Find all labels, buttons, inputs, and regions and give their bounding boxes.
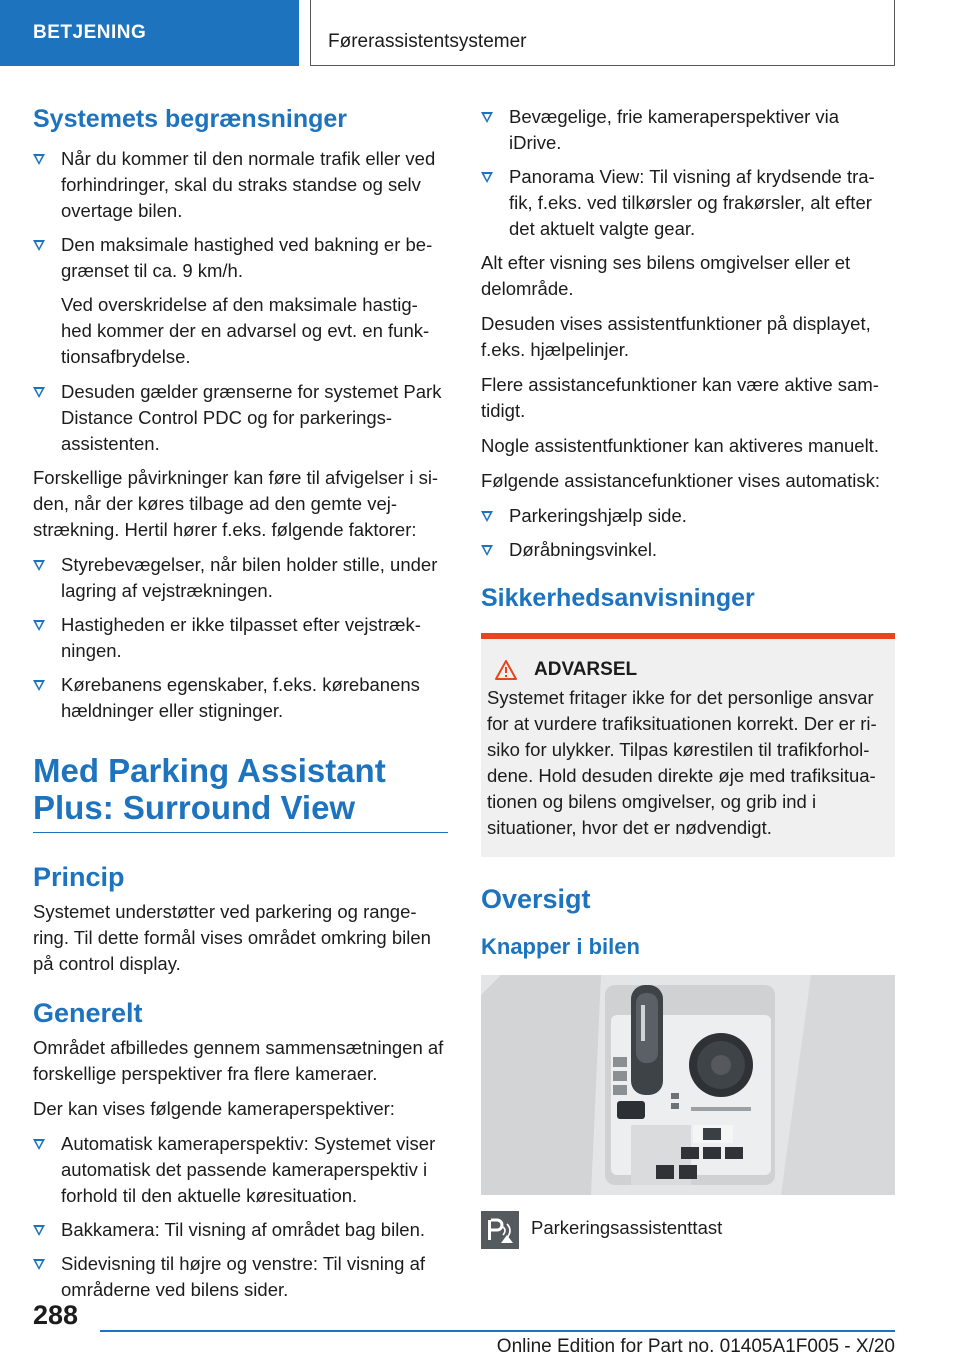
right-column — [481, 104, 895, 1249]
left-column — [33, 96, 448, 1311]
heading-main: Med Parking Assistant Plus: Surround View — [33, 752, 448, 833]
bullet-triangle-icon — [481, 112, 493, 123]
list-item-continuation: Ved overskridelse af den maksimale hastig-hed kommer der en advarsel og evt. en funk-tionsafbrydelse. — [61, 294, 430, 367]
list-item: Når du kommer til den normale trafik eller ved forhindringer, skal du straks standse og selv overtage bilen. — [33, 146, 448, 224]
section-tab: BETJENING — [0, 0, 299, 66]
footer-divider — [100, 1330, 895, 1332]
bullet-triangle-icon — [33, 680, 45, 691]
paragraph: Alt efter visning ses bilens omgivelser eller et delområde. — [481, 252, 851, 299]
list-item: Parkeringshjælp side. — [481, 503, 895, 529]
paragraph: Forskellige påvirkninger kan føre til afvigelser i si-den, når der køres tilbage ad den gemte vej-strækning. Hertil hører f.eks. følgende faktorer: — [33, 467, 439, 540]
list-item: Kørebanens egenskaber, f.eks. kørebanens hældninger eller stigninger. — [33, 672, 448, 724]
bullet-triangle-icon — [481, 172, 493, 183]
bullet-triangle-icon — [33, 1259, 45, 1270]
parking-assistant-button-icon — [481, 1211, 519, 1249]
bullet-triangle-icon — [33, 1225, 45, 1236]
heading-overview: Oversigt — [481, 884, 591, 914]
list-item: Automatisk kameraperspektiv: Systemet viser automatisk det passende kameraperspektiv i forhold til den aktuelle køresituation. — [33, 1131, 448, 1209]
page-number: 288 — [33, 1300, 79, 1330]
bullet-triangle-icon — [33, 240, 45, 251]
console-photo — [481, 975, 895, 1195]
paragraph: Området afbilledes gennem sammensætningen af forskellige perspektiver fra flere kameraer. — [33, 1037, 444, 1084]
center-console-image — [481, 975, 895, 1195]
warning-text: Systemet fritager ikke for det personlige ansvar for at vurdere trafiksituationen korrekt. Der er ri-siko for ulykker. Tilpas kørestilen til trafikforhol-dene. Hold desuden direkte øje med trafiksitua-tionen og bilens omgivelser, og grib ind i situationer, hvor det er nødvendigt. — [487, 687, 877, 838]
bullet-triangle-icon — [33, 387, 45, 398]
legend-row — [481, 1211, 895, 1249]
list-item: Hastigheden er ikke tilpasset efter vejstræk-ningen. — [33, 612, 448, 664]
chapter-title: Førerassistentsystemer — [310, 0, 895, 66]
list-item: Desuden gælder grænserne for systemet Park Distance Control PDC og for parkerings-assistenten. — [33, 379, 448, 457]
paragraph: Desuden vises assistentfunktioner på displayet, f.eks. hjælpelinjer. — [481, 313, 871, 360]
page-header — [0, 0, 960, 68]
list-item: Styrebevægelser, når bilen holder stille, under lagring af vejstrækningen. — [33, 552, 448, 604]
paragraph: Systemet understøtter ved parkering og range-ring. Til dette formål vises området omkring bilen på control display. — [33, 901, 431, 974]
warning-box — [481, 633, 895, 857]
paragraph: Følgende assistancefunktioner vises automatisk: — [481, 470, 880, 491]
heading-limitations: Systemets begrænsninger — [33, 105, 347, 133]
edition-note: Online Edition for Part no. 01405A1F005 - X/20 — [496, 1336, 895, 1357]
paragraph: Nogle assistentfunktioner kan aktiveres manuelt. — [481, 435, 879, 456]
bullet-triangle-icon — [33, 560, 45, 571]
bullet-triangle-icon — [481, 545, 493, 556]
heading-principle: Princip — [33, 862, 125, 892]
heading-general: Generelt — [33, 998, 143, 1028]
list-item: Panorama View: Til visning af krydsende tra-fik, f.eks. ved tilkørsler og frakørsler, alt efter det aktuelt valgte gear. — [481, 164, 895, 242]
bullet-triangle-icon — [481, 511, 493, 522]
heading-buttons: Knapper i bilen — [481, 934, 640, 959]
list-item: Bakkamera: Til visning af området bag bilen. — [33, 1217, 448, 1243]
paragraph: Der kan vises følgende kameraperspektiver: — [33, 1098, 395, 1119]
warning-triangle-icon — [495, 660, 517, 680]
list-item: Sidevisning til højre og venstre: Til visning af områderne ved bilens sider. — [33, 1251, 448, 1303]
list-item: Bevægelige, frie kameraperspektiver via iDrive. — [481, 104, 895, 156]
warning-title: ADVARSEL — [487, 659, 889, 681]
heading-safety: Sikkerhedsanvisninger — [481, 584, 755, 612]
list-item: Døråbningsvinkel. — [481, 537, 895, 563]
bullet-triangle-icon — [33, 154, 45, 165]
list-item: Den maksimale hastighed ved bakning er be-grænset til ca. 9 km/h. — [33, 232, 448, 284]
legend-label: Parkeringsassistenttast — [531, 1217, 723, 1238]
paragraph: Flere assistancefunktioner kan være aktive sam-tidigt. — [481, 374, 879, 421]
bullet-triangle-icon — [33, 620, 45, 631]
bullet-triangle-icon — [33, 1139, 45, 1150]
